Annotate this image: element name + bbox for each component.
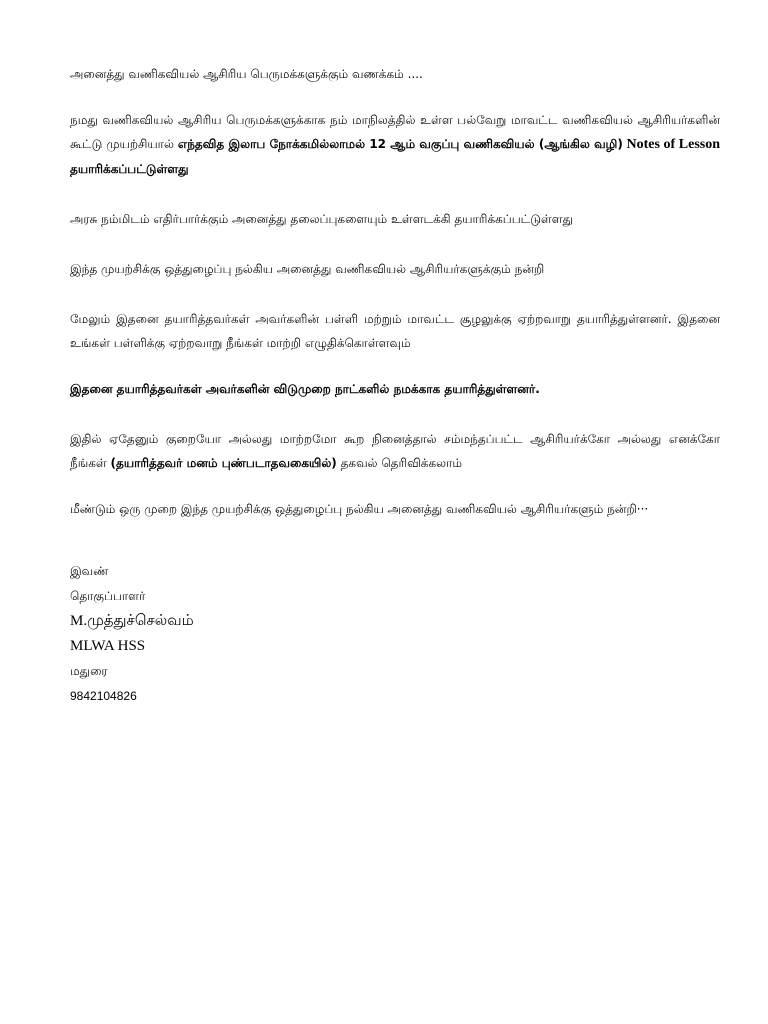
notes-of-lesson-text: Notes of Lesson <box>622 137 721 152</box>
closing-thanks-paragraph: மீண்டும் ஒரு முறை இந்த முயற்சிக்கு ஒத்துழைப்பு நல்கிய அனைத்து வணிகவியல் ஆசிரியர்களும் நன்றி··· <box>70 502 649 516</box>
signature-closing: இவண் <box>70 564 109 578</box>
signature-name: M.முத்துச்செல்வம் <box>70 613 194 629</box>
intro-bold-suffix: தயாரிக்கப்பட்டுள்ளது <box>70 162 189 176</box>
holiday-paragraph: இதனை தயாரித்தவர்கள் அவர்களின் விடுமுறை நாட்களில் நமக்காக தயாரித்துள்ளனர். <box>70 382 540 396</box>
letter-page <box>70 62 720 709</box>
signature-school: MLWA HSS <box>70 638 146 654</box>
intro-bold-text: எந்தவித இலாப நோக்கமில்லாமல் 12 ஆம் வகுப்பு வணிகவியல் (ஆங்கில வழி) <box>177 137 623 151</box>
signature-role: தொகுப்பாளர் <box>70 589 146 603</box>
customize-paragraph: மேலும் இதனை தயாரித்தவர்கள் அவர்களின் பள்ளி மற்றும் மாவட்ட சூழலுக்கு ஏற்றவாறு தயாரித்துள்ளனர். இதனை உங்கள் பள்ளிக்கு ஏற்றவாறு நீங்கள் மாற்றி எழுதிக்கொள்ளவும் <box>70 312 720 350</box>
signature-phone: 9842104826 <box>70 689 137 703</box>
intro-text: நமது வணிகவியல் ஆசிரிய பெருமக்களுக்காக நம் மாநிலத்தில் உள்ள பல்வேறு மாவட்ட வணிகவியல் ஆசிரியர்களின் கூட்டு முயற்சியால் <box>70 113 720 151</box>
syllabus-paragraph: அரசு நம்மிடம் எதிர்பார்க்கும் அனைத்து தலைப்புகளையும் உள்ளடக்கி தயாரிக்கப்பட்டுள்ளது <box>70 212 573 226</box>
feedback-paragraph <box>70 427 720 475</box>
feedback-bold-text: (தயாரித்தவர் மனம் புண்படாதவகையில்) <box>110 456 337 470</box>
intro-paragraph <box>70 108 720 181</box>
signature-city: மதுரை <box>70 664 108 678</box>
feedback-text: இதில் ஏதேனும் குறையோ அல்லது மாற்றமோ கூற நினைத்தால் சம்மந்தப்பட்ட ஆசிரியர்க்கோ அல்லது எனக்கோ நீங்கள் <box>70 432 720 470</box>
greeting-line: அனைத்து வணிகவியல் ஆசிரிய பெருமக்களுக்கும் வணக்கம் .... <box>70 67 423 81</box>
thanks-paragraph: இந்த முயற்சிக்கு ஒத்துழைப்பு நல்கிய அனைத்து வணிகவியல் ஆசிரியர்களுக்கும் நன்றி <box>70 262 545 276</box>
feedback-text-end: தகவல் தெரிவிக்கலாம் <box>336 456 463 470</box>
signature-block <box>70 559 720 709</box>
